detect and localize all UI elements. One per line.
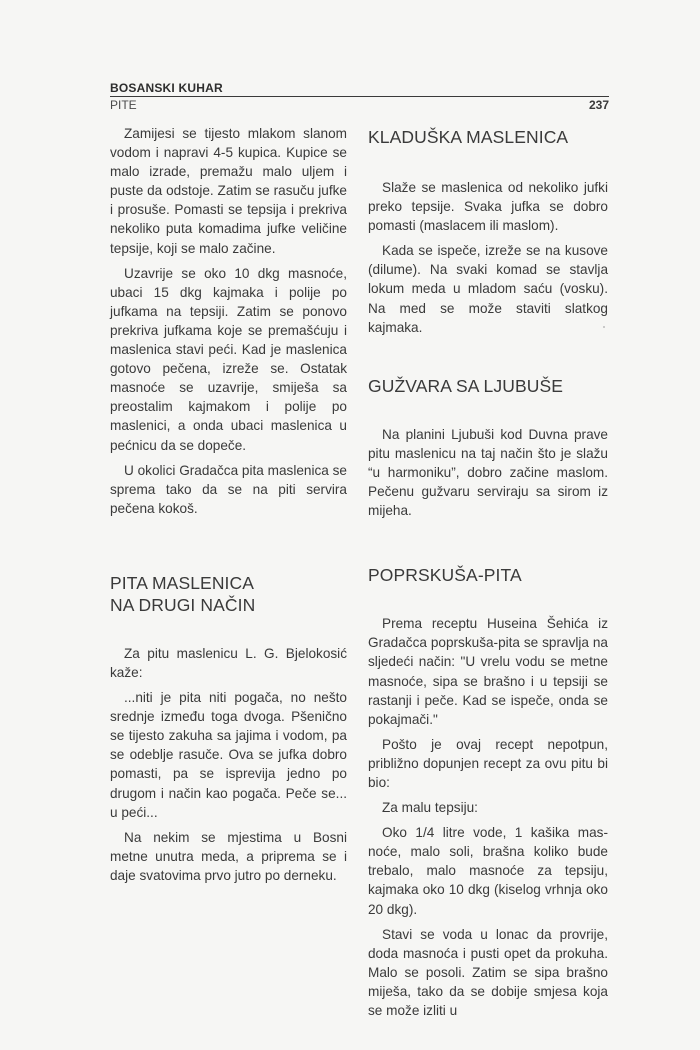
right-column	[368, 124, 608, 1026]
paragraph: Prema receptu Huseina Šehića iz Gradačca poprskuša-pita se spravlja na sljedeći način: "U vrelu vodu se metne masnoće, sipa se brašno i u tepsiji se rastanji i peče. Kad se ispeče, onda se pokajmači."	[368, 616, 608, 727]
paragraph: Pošto je ovaj recept nepotpun, približno dopunjen recept za ovu pitu bi bio:	[368, 736, 608, 790]
section-heading: POPRSKUŠA-PITA	[368, 565, 522, 586]
heading-line: NA DRUGI NAČIN	[110, 594, 256, 615]
book-title: BOSANSKI KUHAR	[110, 81, 223, 95]
paragraph: Slaže se maslenica od nekoliko jufki preko tepsije. Svaka jufka se dobro pomasti (maslacem ili maslom).	[368, 180, 608, 234]
header-rule	[110, 96, 609, 97]
paragraph: Na planini Ljubuši kod Duvna prave pitu maslenicu na taj način što je slažu “u harmoniku”, dobro začine maslom. Pečenu gužvaru serviraju sa sirom iz mijeha.	[368, 426, 608, 519]
paragraph: Kada se ispeče, izreže se na kusove (dilume). Na svaki komad se stavlja lokum meda u mladom saću (vosku). Na med se može staviti slatkog kajmaka.	[368, 243, 608, 335]
paragraph: Uzavrije se oko 10 dkg masnoće, ubaci 15 dkg kajmaka i polije po jufkama na tepsiji. Zatim se ponovo prekriva jufkama koje se premašćuju i maslenica stavi peći. Kad je maslenica gotovo pečena, izreže se. Ostatak masnoće se uzavrije, smiješa sa preostalim kajmakom i polije po maslenici, a onda ubaci maslenica u pećnicu da se dopeče.	[110, 265, 347, 453]
paragraph: Za pitu maslenicu L. G. Bjelokosić kaže:	[110, 645, 347, 680]
section-heading: KLADUŠKA MASLENICA	[368, 127, 569, 147]
paragraph: U okolici Gradačca pita maslenica se sprema tako da se na piti servira pečena kokoš.	[110, 462, 347, 516]
paragraph: Oko 1/4 litre vode, 1 kašika masnoće, malo soli, brašna koliko bude trebalo, malo masnoće za tepsiju, kajmaka oko 10 dkg (kiselog vrhnja oko 20 dkg).	[368, 825, 608, 917]
paragraph: Za malu tepsiju:	[382, 800, 478, 816]
left-column	[110, 124, 347, 891]
heading-line: PITA MASLENICA	[110, 572, 255, 593]
paragraph: Na nekim se mjestima u Bosni metne unutra meda, a priprema se i daje svatovima prvo jutro po derneku.	[110, 829, 347, 883]
section-heading: GUŽVARA SA LJUBUŠE	[368, 375, 564, 396]
paragraph: Zamijesi se tijesto mlakom slanom vodom i napravi 4-5 kupica. Kupice se malo izrade, premažu malo uljem i puste da odstoje. Zatim se rasuču jufke i prosuše. Pomasti se tepsija i prekriva nekoliko puta komadima jufke veličine tepsije, koji se malo začine.	[110, 126, 347, 256]
paragraph: Stavi se voda u lonac da provrije, doda masnoća i pusti opet da prokuha. Malo se posoli. Zatim se sipa brašno miješa, tako da se dobije smjesa koja se može izliti u	[368, 926, 608, 1018]
section-name: PITE	[110, 98, 137, 112]
section-heading	[110, 572, 347, 616]
quote-paragraph: ...niti je pita niti pogača, no nešto srednje između toga dvoga. Pšenično se tijesto zakuha sa jajima i vodom, pa se odeblje rasuče. Ova se jufka dobro pomasti, pa se isprevija jedno po drugom i način kao pogača. Peče se... u peći...	[110, 690, 347, 820]
page-number: 237	[588, 98, 609, 112]
running-head	[110, 81, 609, 112]
running-head-sub	[110, 98, 609, 112]
scan-speck	[603, 326, 605, 328]
